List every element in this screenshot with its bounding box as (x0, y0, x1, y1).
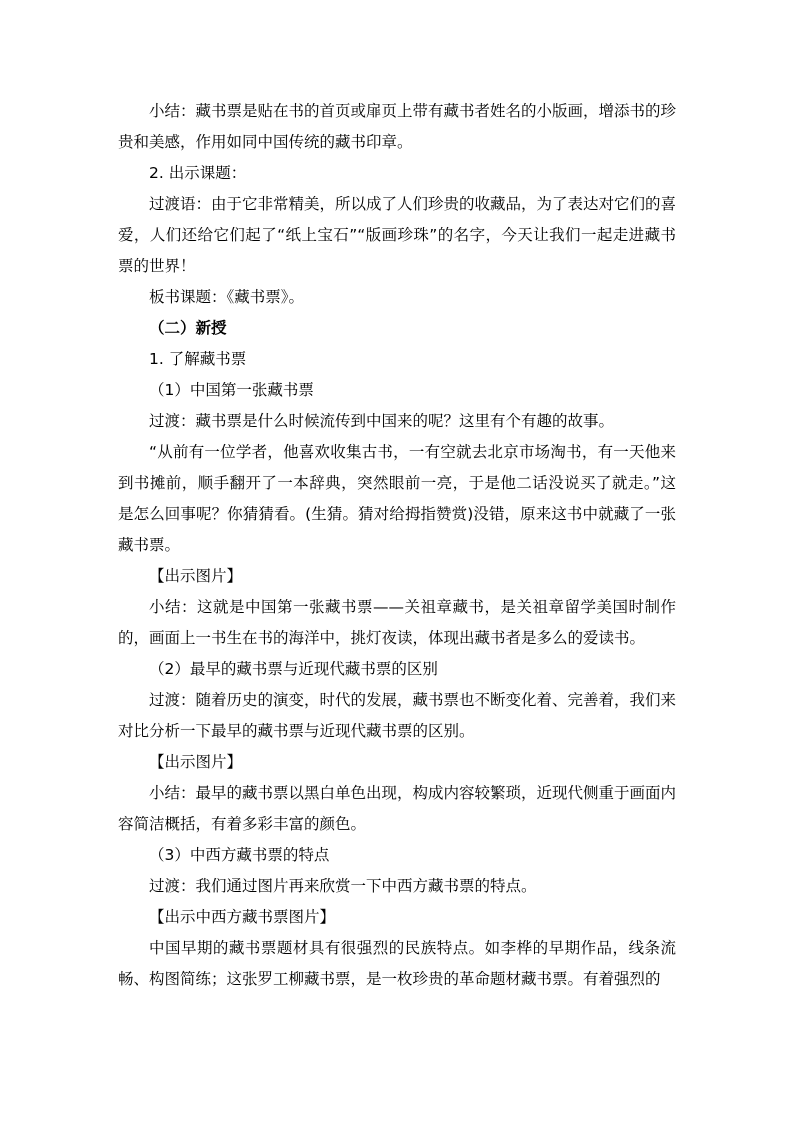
paragraph-transition-1: 过渡语：由于它非常精美，所以成了人们珍贵的收藏品，为了表达对它们的喜爱，人们还给它们起了“纸上宝石”“版画珍珠”的名字，今天让我们一起走进藏书票的世界！ (118, 195, 677, 275)
paragraph-transition-4: 过渡：我们通过图片再来欣赏一下中西方藏书票的特点。 (149, 877, 537, 895)
paragraph-story: “从前有一位学者，他喜欢收集古书，一有空就去北京市场淘书，有一天他来到书摊前，顺手翻开了一本辞典，突然眼前一亮，于是他二话没说买了就走。”这是怎么回事呢？你猜猜看。(生猜。猜对给拇指赞赏)没错，原来这书中就藏了一张藏书票。 (118, 443, 676, 554)
paragraph-summary-2: 小结：这就是中国第一张藏书票——关祖章藏书，是关祖章留学美国时制作的，画面上一书生在书的海洋中，挑灯夜读，体现出藏书者是多么的爱读书。 (118, 598, 676, 647)
subheading-understand: 1. 了解藏书票 (149, 350, 247, 368)
section-heading-new-lesson: （二）新授 (149, 319, 227, 337)
paragraph-show-title: 2. 出示课题： (149, 164, 247, 182)
paragraph-chinese-early: 中国早期的藏书票题材具有很强烈的民族特点。如李桦的早期作品，线条流畅、构图简练；这张罗工柳藏书票，是一枚珍贵的革命题材藏书票。有着强烈的 (118, 939, 676, 988)
paragraph-transition-3: 过渡：随着历史的演变，时代的发展，藏书票也不断变化着、完善着，我们来对比分析一下最早的藏书票与近现代藏书票的区别。 (118, 691, 677, 740)
paragraph-transition-2: 过渡：藏书票是什么时候流传到中国来的呢？这里有个有趣的故事。 (149, 412, 615, 430)
subheading-first-bookplate: （1）中国第一张藏书票 (149, 381, 314, 399)
paragraph-show-image-2: 【出示图片】 (149, 753, 243, 771)
paragraph-show-image-3: 【出示中西方藏书票图片】 (149, 908, 336, 926)
subheading-differences: （2）最早的藏书票与近现代藏书票的区别 (149, 660, 438, 678)
subheading-east-west: （3）中西方藏书票的特点 (149, 846, 330, 864)
paragraph-show-image-1: 【出示图片】 (149, 567, 243, 585)
paragraph-summary-3: 小结：最早的藏书票以黑白单色出现，构成内容较繁琐，近现代侧重于画面内容简洁概括，有着多彩丰富的颜色。 (118, 784, 677, 833)
paragraph-board-title: 板书课题：《藏书票》。 (149, 288, 305, 306)
paragraph-summary-1: 小结：藏书票是贴在书的首页或扉页上带有藏书者姓名的小版画，增添书的珍贵和美感，作用如同中国传统的藏书印章。 (118, 102, 677, 151)
